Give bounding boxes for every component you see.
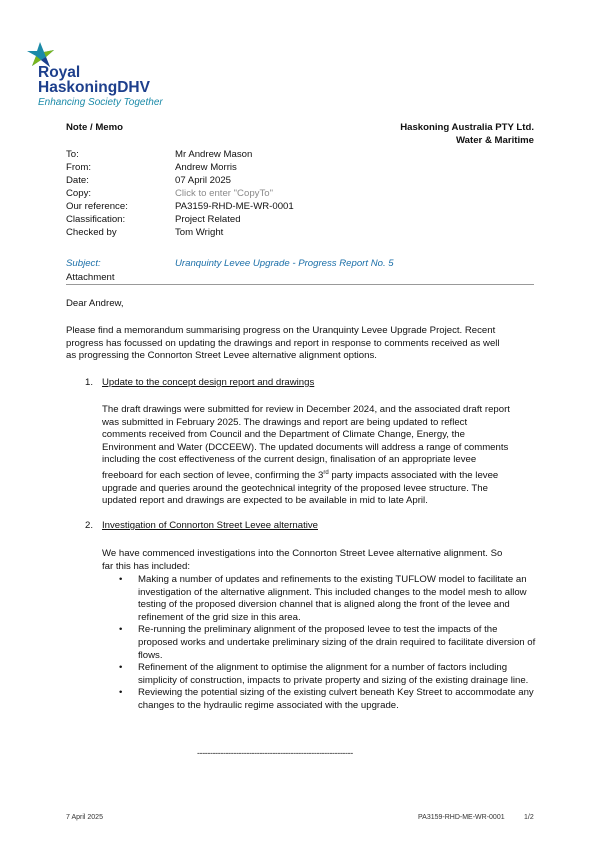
section1-line: was submitted in February 2025. The drawings and report are being updated to reflect	[102, 416, 468, 428]
list-item: • Reviewing the potential sizing of the existing culvert beneath Key Street to accommodate any changes to the hydraulic regime associated with the upgrade.	[119, 687, 539, 712]
list-item: • Re-running the preliminary alignment of the proposed levee to test the impacts of the proposed works and undertake preliminary sizing of the drain required to facilitate diversion of flows.	[119, 624, 539, 662]
meta-value-classification: Project Related	[175, 214, 241, 225]
section2-intro	[102, 548, 542, 573]
meta-label-classification: Classification:	[66, 214, 126, 225]
intro-line: as progressing the Connorton Street Levee alternative alignment options.	[66, 350, 377, 362]
list-item: • Refinement of the alignment to optimise the alignment for a number of factors including simplicity of construction, impacts to private property and sizing of the existing drainage line.	[119, 662, 539, 687]
meta-value-to: Mr Andrew Mason	[175, 149, 253, 160]
section2-bullet-list	[119, 574, 539, 713]
meta-label-reference: Our reference:	[66, 201, 128, 212]
section1-paragraph	[102, 404, 542, 508]
subject-value: Uranquinty Levee Upgrade - Progress Report No. 5	[175, 258, 394, 269]
attachment-label: Attachment	[66, 272, 115, 283]
company-division: Water & Maritime	[455, 135, 534, 146]
meta-label-copy: Copy:	[66, 188, 92, 199]
company-name: Haskoning Australia PTY Ltd.	[400, 122, 534, 133]
intro-paragraph	[66, 325, 536, 363]
footer-page-number: 1/2	[524, 814, 534, 821]
meta-value-from: Andrew Morris	[175, 162, 237, 173]
meta-value-reference: PA3159-RHD-ME-WR-0001	[175, 201, 294, 212]
copy-to-field[interactable]: Click to enter "CopyTo"	[175, 188, 273, 199]
meta-value-checked-by: Tom Wright	[175, 227, 224, 238]
brand-tagline: Enhancing Society Together	[38, 97, 163, 108]
meta-label-from: From:	[66, 162, 92, 173]
superscript-rd: rd	[323, 469, 329, 476]
section1-line: Environment and Water (DCCEEW). The updated documents will address a range of comments	[102, 441, 509, 453]
brand-name-line2: HaskoningDHV	[38, 79, 150, 96]
section1-line: updated report and drawings are expected to be available in mid to late April.	[102, 495, 428, 507]
section1-line-end: party impacts associated with the levee	[328, 470, 499, 482]
section2-title	[102, 520, 318, 533]
doc-type: Note / Memo	[66, 122, 124, 133]
brand-name-line1: Royal	[38, 64, 81, 81]
meta-value-date: 07 April 2025	[175, 175, 232, 186]
list-item: • Making a number of updates and refinements to the existing TUFLOW model to facilitate an investigation of the alternative alignment. This included changes to the model mesh to allow testing of the proposed diversion channel that is aligned along the front of the levee and refinement of the grid size in this area.	[119, 574, 539, 624]
section2-intro-line: far this has included:	[102, 560, 190, 572]
footer-date: 7 April 2025	[66, 814, 103, 821]
salutation: Dear Andrew,	[66, 298, 124, 309]
intro-line: Please find a memorandum summarising progress on the Uranquinty Levee Upgrade Project. Recent	[66, 325, 496, 336]
section1-line-start: freeboard for each section of levee, confirming the 3	[102, 470, 324, 482]
meta-label-checked-by: Checked by	[66, 227, 117, 238]
section2-intro-line: We have commenced investigations into the Connorton Street Levee alternative alignment. So	[102, 548, 503, 559]
intro-line: progress has focussed on updating the drawings and report in response to comments received as well	[66, 337, 500, 349]
section2-number: 2.	[85, 520, 94, 531]
section1-number: 1.	[85, 377, 94, 388]
section1-line: The draft drawings were submitted for review in December 2024, and the associated draft report	[102, 404, 510, 415]
section1-line: upgrade and queries around the geotechnical integrity of the proposed levee structure. The	[102, 482, 488, 494]
header-divider	[66, 284, 534, 285]
end-divider: ------------------------------------------------------------	[197, 748, 353, 758]
footer-reference: PA3159-RHD-ME-WR-0001	[418, 814, 505, 821]
section1-title-text: Update to the concept design report and drawings	[102, 377, 315, 388]
section1-line: including the cost effectiveness of the current design, finalisation of an appropriate levee	[102, 454, 477, 466]
subject-label: Subject:	[66, 258, 101, 269]
section1-title	[102, 377, 314, 390]
section1-line-party	[102, 467, 542, 483]
meta-label-date: Date:	[66, 175, 89, 186]
section1-line: comments received from Council and the Department of Climate Change, Energy, the	[102, 429, 465, 441]
meta-label-to: To:	[66, 149, 79, 160]
section2-title-text: Investigation of Connorton Street Levee alternative	[102, 520, 318, 531]
